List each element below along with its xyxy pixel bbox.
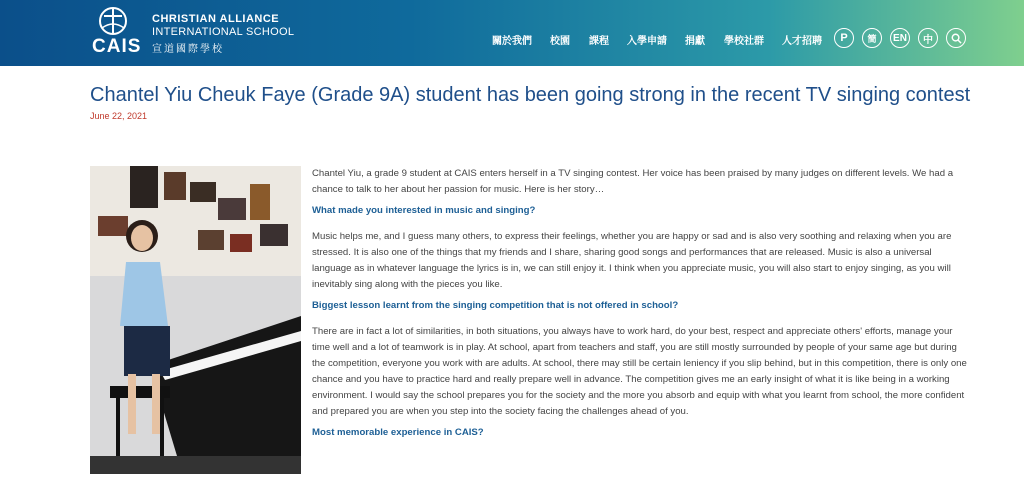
nav-curriculum[interactable]: 課程 <box>589 36 609 47</box>
question-memorable-experience: Most memorable experience in CAIS? <box>312 427 484 438</box>
chinese-language-button[interactable]: 中 <box>918 28 938 48</box>
nav-donate[interactable]: 捐獻 <box>685 36 705 47</box>
school-name-zh: 宣道國際學校 <box>152 44 224 55</box>
search-icon <box>951 33 962 44</box>
nav-admissions[interactable]: 入學申請 <box>627 36 667 47</box>
logo-emblem-icon <box>96 6 130 36</box>
school-name-en-line2: INTERNATIONAL SCHOOL <box>152 26 295 38</box>
answer-interest-in-music: Music helps me, and I guess many others, to express their feelings, whether you are happy or sad and is also very soothing and relaxing when you are stressed. It is also one of the things that my friends and I share, sharing good songs and performances that are released. Music is also a universal language as in whatever language the lyrics is in, we can still enjoy it. I think when you appreciate music, you will also start to enjoy singing, as you will inevitably sing along with the pieces you like. <box>312 231 952 290</box>
logo-abbreviation: CAIS <box>92 36 142 57</box>
school-name-en-line1: CHRISTIAN ALLIANCE <box>152 13 280 25</box>
nav-about[interactable]: 關於我們 <box>492 36 532 47</box>
question-interest-in-music: What made you interested in music and singing? <box>312 205 536 216</box>
simplified-chinese-button[interactable]: 簡 <box>862 28 882 48</box>
article-date: June 22, 2021 <box>90 111 148 121</box>
answer-biggest-lesson: There are in fact a lot of similarities, in both situations, you always have to work hard, do your best, respect and appreciate others' efforts, manage your time well and a lot of teamwork is in play. At school, apart from teachers and staff, you are still mostly surrounded by people of your same age but during the competition, everyone you work with are adults. At school, there may still be certain leniency if you slip behind, but in this competition, there is only one chance and you have to practice hard and really prepare well in advance. The competition gives me an early insight of what it is like being in a working environment. I would say the school prepares you for the society and the more you absorb and equip with what you learnt from school, the more confident and prepared you are when you step into the society facing the challenges ahead of you. <box>312 326 967 417</box>
nav-campus[interactable]: 校園 <box>550 36 570 47</box>
nav-community[interactable]: 學校社群 <box>724 36 764 47</box>
school-logo[interactable] <box>92 6 142 60</box>
article-intro: Chantel Yiu, a grade 9 student at CAIS enters herself in a TV singing contest. Her voice has been praised by many judges on different levels. We had a chance to talk to her about her passion for music. Here is her story… <box>312 168 954 195</box>
question-biggest-lesson: Biggest lesson learnt from the singing competition that is not offered in school? <box>312 300 679 311</box>
student-piano-photo <box>90 166 301 474</box>
nav-careers[interactable]: 人才招聘 <box>782 36 822 47</box>
english-language-button[interactable]: EN <box>890 28 910 48</box>
search-button[interactable] <box>946 28 966 48</box>
article-title: Chantel Yiu Cheuk Faye (Grade 9A) student has been going strong in the recent TV singing contest <box>90 84 971 106</box>
site-header <box>0 0 1024 66</box>
parent-portal-button[interactable]: P <box>834 28 854 48</box>
article-body <box>312 166 968 441</box>
